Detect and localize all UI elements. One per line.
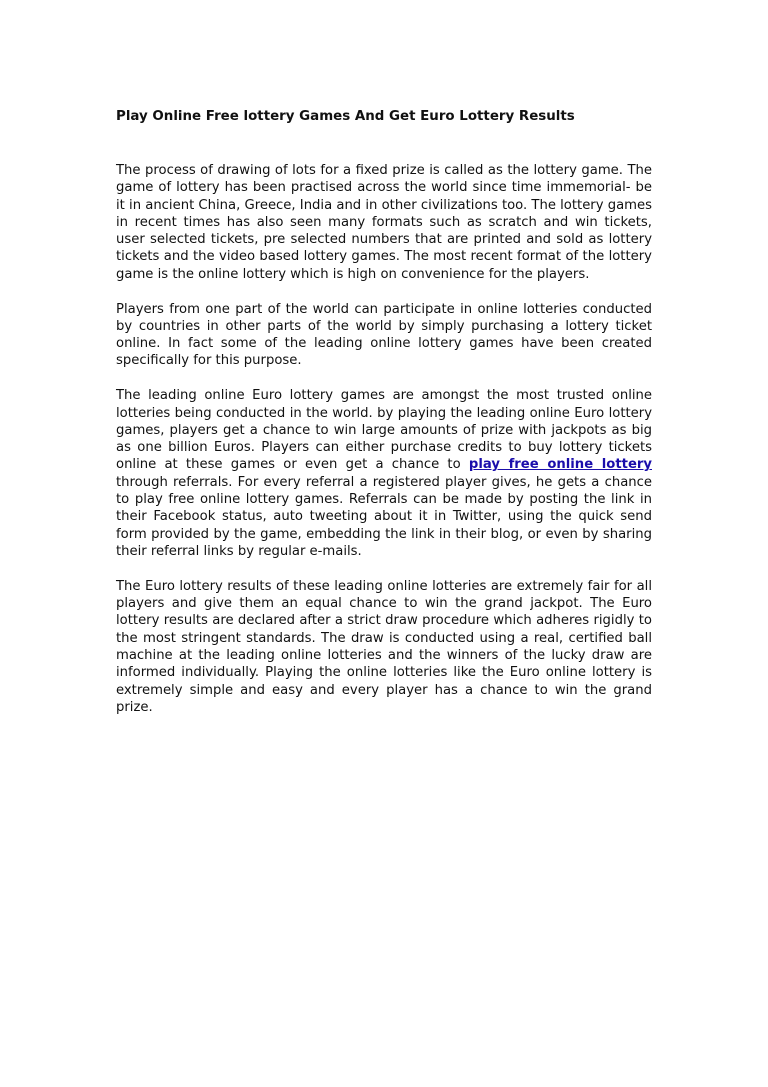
paragraph-text-after-link: through referrals. For every referral a registered player gives, he gets a chance to play free online lottery games. Referrals can be made by posting the link in their Facebook status, auto tweeting about it in Twitter, using the quick send form provided by the game, embedding the link in their blog, or even by sharing their referral links by regular e-mails. xyxy=(116,474,652,559)
paragraph-lottery-history: The process of drawing of lots for a fixed prize is called as the lottery game. The game of lottery has been practised across the world since time immemorial- be it in ancient China, Greece, India and in other civilizations too. The lottery games in recent times has also seen many formats such as scratch and win tickets, user selected tickets, pre selected numbers that are printed and sold as lottery tickets and the video based lottery games. The most recent format of the lottery game is the online lottery which is high on convenience for the players. xyxy=(116,163,653,282)
paragraph-euro-lottery-results: The Euro lottery results of these leading online lotteries are extremely fair for all players and give them an equal chance to win the grand jackpot. The Euro lottery results are declared after a strict draw procedure which adheres rigidly to the most stringent standards. The draw is conducted using a real, certified ball machine at the leading online lotteries and the winners of the lucky draw are informed individually. Playing the online lotteries like the Euro online lottery is extremely simple and easy and every player has a chance to win the grand prize. xyxy=(116,578,652,715)
play-free-online-lottery-link[interactable]: play free online lottery xyxy=(468,457,652,473)
paragraph-online-participation: Players from one part of the world can participate in online lotteries conducted by countries in other parts of the world by simply purchasing a lottery ticket online. In fact some of the leading online lottery games have been created specifically for this purpose. xyxy=(116,301,652,369)
document-page xyxy=(116,108,652,734)
paragraph-euro-lottery-games xyxy=(116,387,652,560)
paragraph-text-before-link: The leading online Euro lottery games are amongst the most trusted online lotteries being conducted in the world. by playing the leading online Euro lottery games, players get a chance to win large amounts of prize with jackpots as big as one billion Euros. Players can either purchase credits to buy lottery tickets online at these games or even get a chance to xyxy=(116,388,652,473)
document-title: Play Online Free lottery Games And Get Euro Lottery Results xyxy=(116,109,575,124)
